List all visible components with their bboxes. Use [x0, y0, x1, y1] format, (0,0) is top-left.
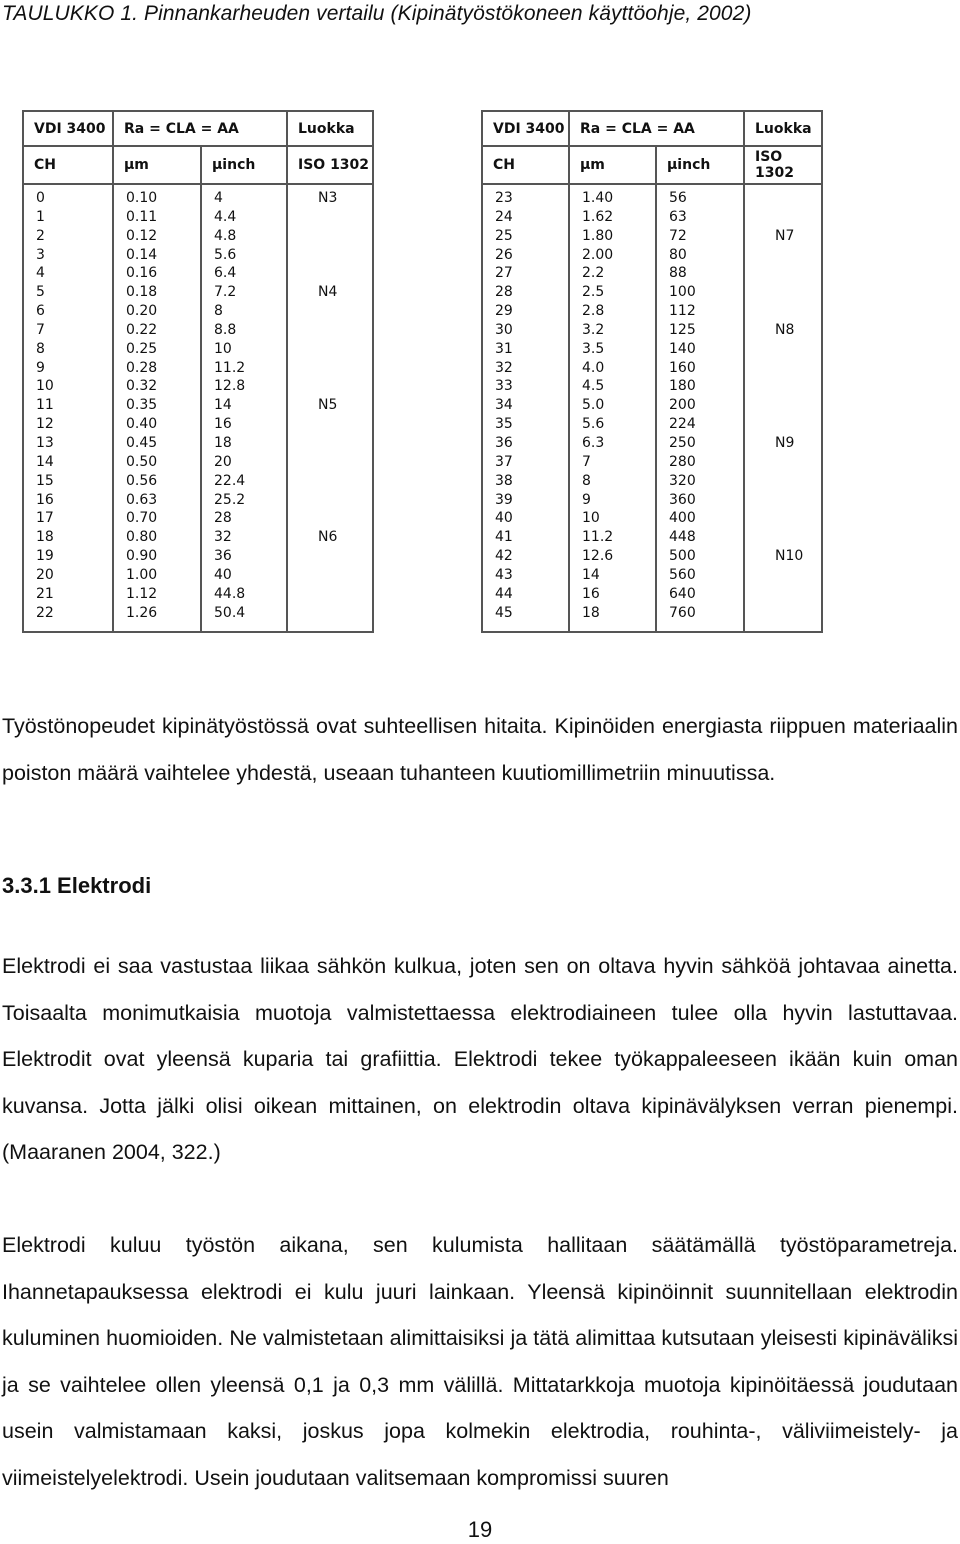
table-cell: 4.0 [582, 359, 605, 376]
table-cell: 2.8 [582, 303, 605, 320]
table-cell: 11.2 [214, 359, 246, 376]
table-cell: 33 [495, 378, 513, 395]
table-cell: 25 [495, 227, 513, 244]
table-cell: 1.12 [126, 585, 158, 602]
table-cell: 500 [669, 548, 696, 565]
table-cell: 35 [495, 416, 513, 433]
table-cell: 14 [214, 397, 232, 414]
table-cell: 44 [495, 585, 513, 602]
table-cell: 17 [36, 510, 54, 527]
table-cell: 3.2 [582, 321, 605, 338]
table-cell: 37 [495, 453, 513, 470]
table-cell: 5.6 [582, 416, 605, 433]
table-cell: 20 [36, 566, 54, 583]
table-cell: 36 [495, 434, 513, 451]
table-cell: 8 [582, 472, 591, 489]
table-cell: 22 [36, 604, 54, 621]
table-cell: 12.8 [214, 378, 246, 395]
table-cell: 10 [582, 510, 600, 527]
table-cell: 0.50 [126, 453, 158, 470]
table-cell: 640 [669, 585, 696, 602]
iso-class-label: N9 [775, 435, 795, 452]
table-cell: 7.2 [214, 284, 237, 301]
table-cell: 40 [214, 566, 232, 583]
table-cell: 4 [214, 190, 223, 206]
table-cell: 760 [669, 604, 696, 621]
table-cell: 10 [214, 340, 232, 357]
table-cell: 224 [669, 416, 696, 433]
table-cell: 7 [582, 453, 591, 470]
table-cell: 11 [36, 397, 54, 414]
table-cell: 1.62 [582, 208, 614, 225]
table-cell: 6 [36, 303, 45, 320]
table-cell: 8.8 [214, 321, 237, 338]
table-cell: 6.3 [582, 434, 605, 451]
header-vdi: VDI 3400 [23, 111, 113, 146]
table-cell: 0.10 [126, 190, 158, 206]
table-cell: 0.70 [126, 510, 158, 527]
header-class: Luokka [287, 111, 373, 146]
table-cell: 8 [36, 340, 45, 357]
table-cell: 39 [495, 491, 513, 508]
table-cell: 4.5 [582, 378, 605, 395]
roughness-table-left [22, 110, 374, 633]
table-cell: 72 [669, 227, 687, 244]
column-iso [287, 184, 373, 632]
table-cell: 29 [495, 303, 513, 320]
table-cell: 12 [36, 416, 54, 433]
table-cell: 0.25 [126, 340, 158, 357]
header-ch: CH [23, 146, 113, 184]
table-cell: 1.80 [582, 227, 614, 244]
table-cell: 2.5 [582, 284, 605, 301]
column-um [569, 184, 656, 632]
table-cell: 2.00 [582, 246, 614, 263]
table-cell: 28 [214, 510, 232, 527]
table-cell: 4.8 [214, 227, 237, 244]
table-cell: 24 [495, 208, 513, 225]
paragraph-wear: Elektrodi kuluu työstön aikana, sen kulumista hallitaan säätämällä työstöparametreja. Ihannetapauksessa elektrodi ei kulu juuri lainkaan. Yleensä kipinöinnit suunnitellaan elektrodin kuluminen huomioiden. Ne valmistetaan alimittaisiksi ja tätä alimittaa kutsutaan yleisesti kipinäväliksi ja se vaihtelee ollen yleensä 0,1 ja 0,3 mm välillä. Mittatarkkoja muotoja kipinöitäessä joudutaan usein valmistamaan kaksi, joskus jopa kolmekin elektrodia, rouhinta-, väliviimeistely- ja viimeistelyelektrodi. Usein joudutaan valitsemaan kompromissi suuren [2, 1233, 958, 1490]
table-cell: 0.56 [126, 472, 158, 489]
table-cell: 42 [495, 548, 513, 565]
table-cell: 125 [669, 321, 696, 338]
table-cell: 560 [669, 566, 696, 583]
table-cell: 0.14 [126, 246, 158, 263]
table-cell: 23 [495, 190, 513, 206]
table-cell: 0.11 [126, 208, 158, 225]
table-cell: 31 [495, 340, 513, 357]
table-cell: 10 [36, 378, 54, 395]
table-cell: 0 [36, 190, 45, 206]
table-cell: 19 [36, 548, 54, 565]
table-cell: 1 [36, 208, 45, 225]
table-cell: 1.00 [126, 566, 158, 583]
header-ra: Ra = CLA = AA [569, 111, 744, 146]
iso-class-label: N5 [318, 397, 338, 414]
table-cell: 448 [669, 529, 696, 546]
table-cell: 9 [36, 359, 45, 376]
table-cell: 320 [669, 472, 696, 489]
table-cell: 41 [495, 529, 513, 546]
table-cell: 140 [669, 340, 696, 357]
header-um: µm [569, 146, 656, 184]
header-vdi: VDI 3400 [482, 111, 569, 146]
column-ch [23, 184, 113, 632]
table-cell: 26 [495, 246, 513, 263]
header-uinch: µinch [656, 146, 744, 184]
table-cell: 0.63 [126, 491, 158, 508]
table-cell: 1.40 [582, 190, 614, 206]
table-cell: 5.0 [582, 397, 605, 414]
table-cell: 0.22 [126, 321, 158, 338]
table-cell: 250 [669, 434, 696, 451]
table-cell: 160 [669, 359, 696, 376]
table-cell: 50.4 [214, 604, 246, 621]
column-uinch [201, 184, 287, 632]
table-cell: 5 [36, 284, 45, 301]
header-class: Luokka [744, 111, 822, 146]
iso-class-label: N8 [775, 321, 795, 338]
table-cell: 100 [669, 284, 696, 301]
table-cell: 5.6 [214, 246, 237, 263]
iso-class-label: N10 [775, 548, 804, 565]
table-cell: 18 [36, 529, 54, 546]
table-cell: 200 [669, 397, 696, 414]
table-cell: 16 [36, 491, 54, 508]
table-cell: 20 [214, 453, 232, 470]
table-cell: 28 [495, 284, 513, 301]
table-cell: 0.16 [126, 265, 158, 282]
table-cell: 22.4 [214, 472, 246, 489]
iso-class-label: N4 [318, 284, 338, 301]
paragraph-speed: Työstönopeudet kipinätyöstössä ovat suhteellisen hitaita. Kipinöiden energiasta riippuen materiaalin poiston määrä vaihtelee yhdestä, useaan tuhanteen kuutiomillimetriin minuutissa. [2, 714, 958, 785]
table-cell: 2 [36, 227, 45, 244]
table-cell: 0.35 [126, 397, 158, 414]
table-cell: 3 [36, 246, 45, 263]
iso-class-label: N7 [775, 227, 795, 244]
table-cell: 0.40 [126, 416, 158, 433]
table-cell: 360 [669, 491, 696, 508]
table-cell: 40 [495, 510, 513, 527]
table-cell: 27 [495, 265, 513, 282]
table-cell: 16 [214, 416, 232, 433]
table-cell: 0.12 [126, 227, 158, 244]
column-um [113, 184, 201, 632]
table-cell: 6.4 [214, 265, 237, 282]
header-iso: ISO 1302 [287, 146, 373, 184]
iso-class-label: N3 [318, 190, 338, 206]
header-ch: CH [482, 146, 569, 184]
table-cell: 63 [669, 208, 687, 225]
table-cell: 0.80 [126, 529, 158, 546]
header-iso: ISO 1302 [744, 146, 822, 184]
paragraph-electrode: Elektrodi ei saa vastustaa liikaa sähkön kulkua, joten sen on oltava hyvin sähköä johtavaa ainetta. Toisaalta monimutkaisia muotoja valmistettaessa elektrodiaineen tulee olla hyvin lastuttavaa. Elektrodit ovat yleensä kuparia tai grafiittia. Elektrodi tekee työkappaleeseen ikään kuin oman kuvansa. Jotta jälki olisi oikean mittainen, on elektrodin oltava kipinävälyksen verran pienempi. (Maaranen 2004, 322.) [2, 954, 958, 1164]
table-cell: 80 [669, 246, 687, 263]
table-cell: 3.5 [582, 340, 605, 357]
table-cell: 12.6 [582, 548, 614, 565]
table-cell: 0.45 [126, 434, 158, 451]
table-cell: 400 [669, 510, 696, 527]
table-cell: 25.2 [214, 491, 246, 508]
table-cell: 1.26 [126, 604, 158, 621]
table-cell: 32 [495, 359, 513, 376]
table-cell: 280 [669, 453, 696, 470]
page-number: 19 [467, 1517, 493, 1542]
table-cell: 88 [669, 265, 687, 282]
table-cell: 38 [495, 472, 513, 489]
table-cell: 18 [582, 604, 600, 621]
table-caption: TAULUKKO 1. Pinnankarheuden vertailu (Kipinätyöstökoneen käyttöohje, 2002) [2, 2, 752, 25]
table-cell: 36 [214, 548, 232, 565]
header-um: µm [113, 146, 201, 184]
table-cell: 4 [36, 265, 45, 282]
column-ch [482, 184, 569, 632]
table-cell: 14 [582, 566, 600, 583]
table-cell: 0.90 [126, 548, 158, 565]
section-heading: 3.3.1 Elektrodi [2, 873, 152, 898]
table-cell: 21 [36, 585, 54, 602]
table-cell: 14 [36, 453, 54, 470]
table-cell: 0.20 [126, 303, 158, 320]
iso-class-label: N6 [318, 529, 338, 546]
roughness-table-right [481, 110, 823, 633]
table-cell: 13 [36, 434, 54, 451]
table-cell: 9 [582, 491, 591, 508]
table-cell: 4.4 [214, 208, 237, 225]
table-cell: 15 [36, 472, 54, 489]
table-cell: 43 [495, 566, 513, 583]
table-cell: 7 [36, 321, 45, 338]
table-cell: 0.18 [126, 284, 158, 301]
table-cell: 56 [669, 190, 687, 206]
table-cell: 8 [214, 303, 223, 320]
table-cell: 16 [582, 585, 600, 602]
table-cell: 2.2 [582, 265, 605, 282]
column-iso [744, 184, 822, 632]
table-cell: 45 [495, 604, 513, 621]
table-cell: 180 [669, 378, 696, 395]
table-cell: 30 [495, 321, 513, 338]
table-cell: 44.8 [214, 585, 246, 602]
table-cell: 0.32 [126, 378, 158, 395]
table-cell: 32 [214, 529, 232, 546]
table-cell: 0.28 [126, 359, 158, 376]
table-cell: 11.2 [582, 529, 614, 546]
table-cell: 112 [669, 303, 696, 320]
header-uinch: µinch [201, 146, 287, 184]
table-cell: 34 [495, 397, 513, 414]
header-ra: Ra = CLA = AA [113, 111, 287, 146]
table-cell: 18 [214, 434, 232, 451]
column-uinch [656, 184, 744, 632]
